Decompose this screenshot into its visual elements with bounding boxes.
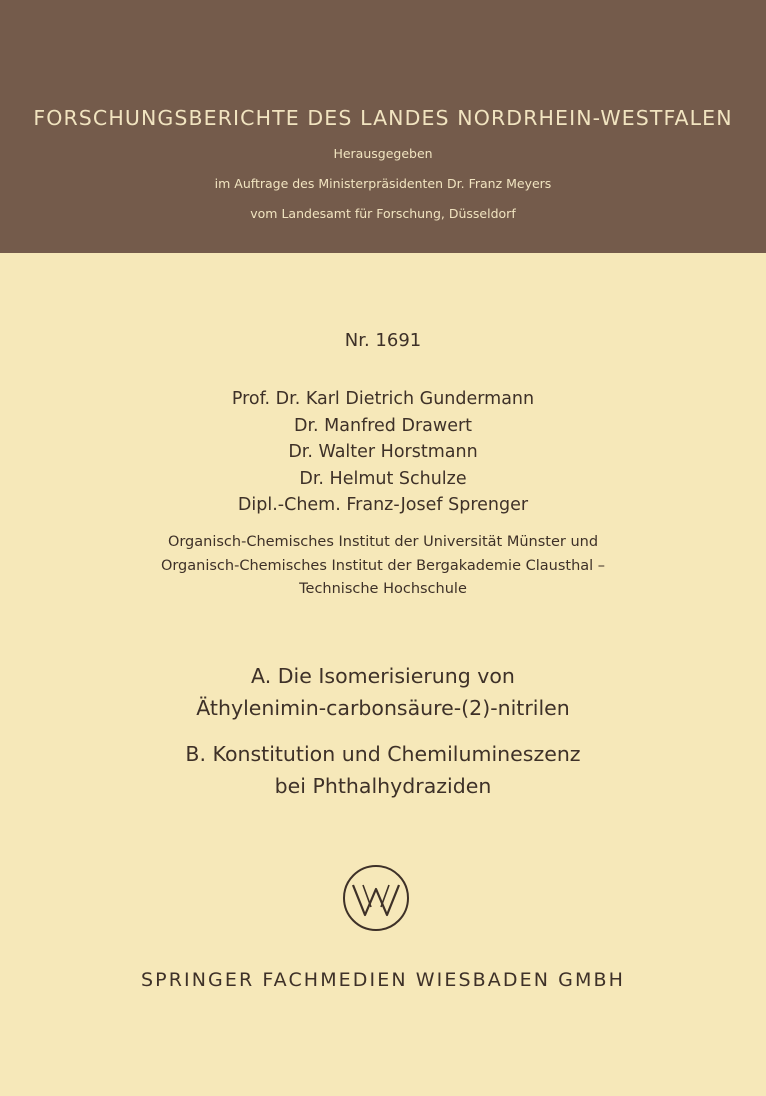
- publisher-name: SPRINGER FACHMEDIEN WIESBADEN GMBH: [140, 969, 625, 991]
- institute-block: [0, 531, 766, 602]
- commission-line: im Auftrage des Ministerpräsidenten Dr. Franz Meyers: [214, 176, 552, 191]
- title-b-line: bei Phthalhydraziden: [274, 774, 492, 798]
- header-band: [0, 0, 766, 253]
- westdeutscher-verlag-logo-icon: [341, 863, 411, 933]
- author-name: Dr. Manfred Drawert: [293, 415, 473, 436]
- author-name: Dipl.-Chem. Franz-Josef Sprenger: [237, 495, 529, 515]
- author-list: [0, 386, 766, 519]
- author-name: Prof. Dr. Karl Dietrich Gundermann: [231, 389, 535, 409]
- author-name: Dr. Walter Horstmann: [288, 442, 478, 462]
- title-b: [0, 738, 766, 802]
- report-number: Nr. 1691: [344, 330, 422, 351]
- title-a: [0, 660, 766, 724]
- institute-line: Organisch-Chemisches Institut der Universität Münster und: [167, 534, 599, 550]
- series-title: FORSCHUNGSBERICHTE DES LANDES NORDRHEIN-WESTFALEN: [33, 106, 733, 130]
- office-line: vom Landesamt für Forschung, Düsseldorf: [250, 206, 516, 221]
- institute-line: Technische Hochschule: [299, 581, 467, 597]
- editor-line: Herausgegeben: [333, 146, 433, 161]
- title-a-line: Äthylenimin-carbonsäure-(2)-nitrilen: [196, 696, 570, 720]
- title-b-line: B. Konstitution und Chemilumineszenz: [185, 742, 581, 766]
- title-a-line: A. Die Isomerisierung von: [251, 664, 515, 688]
- author-name: Dr. Helmut Schulze: [299, 468, 467, 489]
- institute-line: Organisch-Chemisches Institut der Bergakademie Clausthal –: [160, 557, 606, 574]
